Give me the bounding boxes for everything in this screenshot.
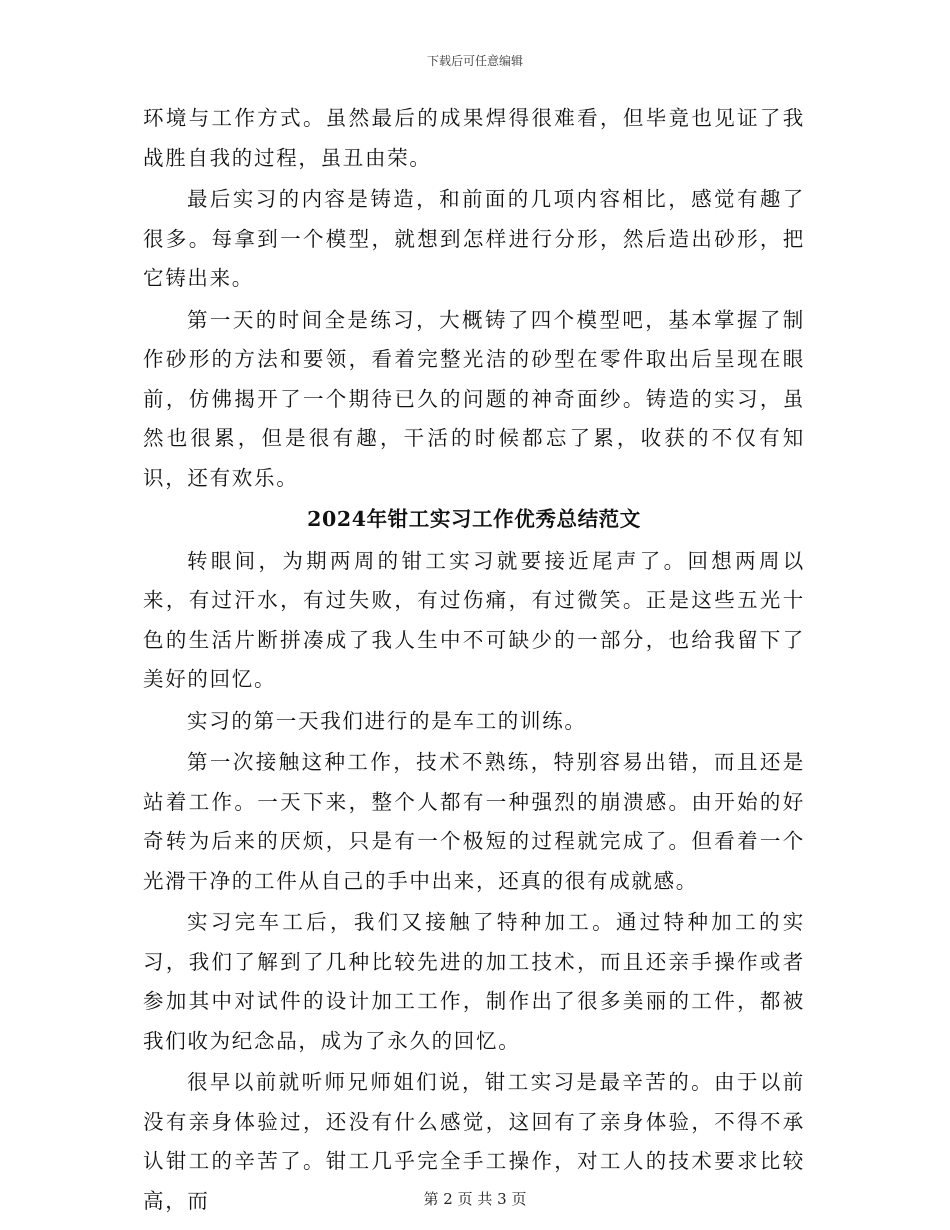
paragraph-turning-day-one: 实习的第一天我们进行的是车工的训练。 xyxy=(187,708,587,733)
paragraph-casting-intro: 最后实习的内容是铸造，和前面的几项内容相比，感觉有趣了很多。每拿到一个模型，就想到怎样进行分形，然后造出砂形，把它铸出来。 xyxy=(143,187,805,290)
document-body xyxy=(143,99,805,1223)
paragraph-special-machining: 实习完车工后，我们又接触了特种加工。通过特种加工的实习，我们了解到了几种比较先进的加工技术，而且还亲手操作或者参加其中对试件的设计加工工作，制作出了很多美丽的工件，都被我们收为纪念品，成为了永久的回忆。 xyxy=(143,910,805,1053)
paragraph-intro-reflection: 转眼间，为期两周的钳工实习就要接近尾声了。回想两周以来，有过汗水，有过失败，有过伤痛，有过微笑。正是这些五光十色的生活片断拼凑成了我人生中不可缺少的一部分，也给我留下了美好的回忆。 xyxy=(143,548,805,691)
section-title: 2024年钳工实习工作优秀总结范文 xyxy=(307,507,641,531)
paragraph-welding-end: 环境与工作方式。虽然最后的成果焊得很难看，但毕竟也见证了我战胜自我的过程，虽丑由荣。 xyxy=(143,106,805,170)
page-header: 下载后可任意编辑 xyxy=(426,54,523,68)
paragraph-fitter-work: 很早以前就听师兄师姐们说，钳工实习是最辛苦的。由于以前没有亲身体验过，还没有什么感觉，这回有了亲身体验，不得不承认钳工的辛苦了。钳工几乎完全手工操作，对工人的技术要求比较高，而 xyxy=(143,1070,805,1213)
paragraph-casting-practice: 第一天的时间全是练习，大概铸了四个模型吧，基本掌握了制作砂形的方法和要领，看着完整光洁的砂型在零件取出后呈现在眼前，仿佛揭开了一个期待已久的问题的神奇面纱。铸造的实习，虽然也很累，但是很有趣，干活的时候都忘了累，收获的不仅有知识，还有欢乐。 xyxy=(143,307,805,490)
page-number: 第 2 页 共 3 页 xyxy=(423,1190,527,1208)
paragraph-turning-experience: 第一次接触这种工作，技术不熟练，特别容易出错，而且还是站着工作。一天下来，整个人都有一种强烈的崩溃感。由开始的好奇转为后来的厌烦，只是有一个极短的过程就完成了。但看着一个光滑干净的工件从自己的手中出来，还真的很有成就感。 xyxy=(143,750,805,893)
